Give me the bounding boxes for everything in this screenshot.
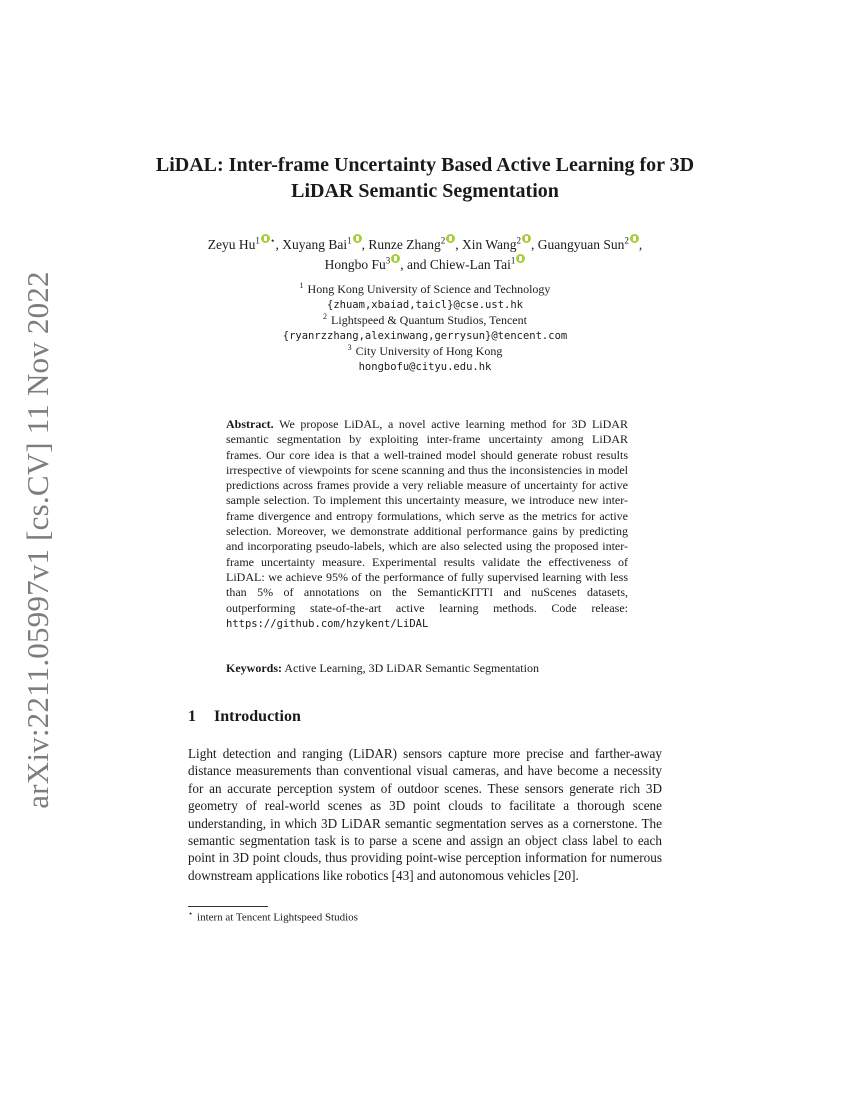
keywords — [226, 661, 628, 676]
abstract — [226, 417, 628, 632]
author: Runze Zhang$^2$ — [368, 237, 455, 252]
arxiv-identifier-stamp: arXiv:2211.05997v1 [cs.CV] 11 Nov 2022 — [20, 271, 55, 809]
orcid-icon[interactable] — [391, 254, 400, 263]
abstract-text: We propose LiDAL, a novel active learning method for 3D LiDAR semantic segmentation by exploiting inter-frame uncertainty among LiDAR frames. Our core idea is that a well-trained model should generate robust results irrespective of viewpoints for scene scanning and thus the inconsistencies in model predictions across frames provide a very reliable measure of uncertainty for active sample selection. To implement this uncertainty measure, we introduce new inter-frame divergence and entropy formulations, which serve as the metrics for active selection. Moreover, we demonstrate additional performance gains by predicting and incorporating pseudo-labels, which are also selected using the proposed inter-frame uncertainty measure. Experimental results validate the effectiveness of LiDAL: we achieve 95% of the performance of fully supervised learning with less than 5% of annotations on the SemanticKITTI and nuScenes datasets, outperforming state-of-the-art active learning methods. Code release: — [226, 417, 628, 615]
orcid-icon[interactable] — [522, 234, 531, 243]
author: Xuyang Bai$^1$ — [282, 237, 361, 252]
keywords-label: Keywords: — [226, 661, 282, 675]
keywords-text: Active Learning, 3D LiDAR Semantic Segmentation — [284, 661, 539, 675]
orcid-icon[interactable] — [446, 234, 455, 243]
paper-title: LiDAL: Inter-frame Uncertainty Based Active Learning for 3D LiDAR Semantic Segmentation — [155, 154, 695, 202]
affiliation: $^2$ Lightspeed & Quantum Studios, Tencent — [323, 312, 527, 327]
author: Guangyuan Sun$^2$ — [538, 237, 639, 252]
footnote — [188, 909, 358, 924]
author: Zeyu Hu$^1$ ⋆ — [207, 235, 276, 252]
affiliation-email[interactable]: hongbofu@cityu.edu.hk — [358, 360, 492, 373]
author: Hongbo Fu$^3$ — [325, 257, 401, 272]
orcid-icon[interactable] — [261, 234, 270, 243]
footnote-mark: ⋆ — [188, 909, 194, 918]
code-release-link[interactable]: https://github.com/hzykent/LiDAL — [226, 617, 429, 630]
orcid-icon[interactable] — [630, 234, 639, 243]
abstract-label: Abstract. — [226, 417, 274, 431]
orcid-icon[interactable] — [516, 254, 525, 263]
author-list: Zeyu Hu$^1$ ⋆, Xuyang Bai$^1$ , Runze Zhang$^2$ , Xin Wang$^2$ , Guangyuan Sun$^2$ , Hongbo Fu$^3$ , and Chiew-Lan Tai$^1$ — [207, 235, 643, 272]
section-number: 1 — [188, 708, 196, 725]
affiliation: $^3$ City University of Hong Kong — [347, 343, 503, 358]
footnote-text: intern at Tencent Lightspeed Studios — [197, 911, 358, 924]
footnote-divider — [188, 906, 268, 907]
orcid-icon[interactable] — [353, 234, 362, 243]
introduction-paragraph: Light detection and ranging (LiDAR) sensors capture more precise and farther-away distance measurements than conventional visual cameras, and have become a necessity for an accurate perception system of outdoor scenes. These sensors generate rich 3D geometry of real-world scenes as 3D point clouds to facilitate a thorough scene understanding, in which 3D LiDAR semantic segmentation serves as a cornerstone. The semantic segmentation task is to parse a scene and assign an object class label to each point in 3D point clouds, thus providing point-wise perception information for numerous downstream applications like robotics [43] and autonomous vehicles [20]. — [188, 746, 662, 883]
section-heading-introduction — [188, 708, 301, 726]
affiliation-email[interactable]: {ryanrzzhang,alexinwang,gerrysun}@tencent.com — [282, 329, 568, 342]
author: Chiew-Lan Tai$^1$ — [430, 257, 525, 272]
affiliation: $^1$ Hong Kong University of Science and Technology — [299, 281, 551, 296]
affiliation-email[interactable]: {zhuam,xbaiad,taicl}@cse.ust.hk — [327, 298, 523, 311]
section-title: Introduction — [214, 708, 301, 725]
affiliations — [200, 282, 650, 375]
author: Xin Wang$^2$ — [462, 237, 531, 252]
